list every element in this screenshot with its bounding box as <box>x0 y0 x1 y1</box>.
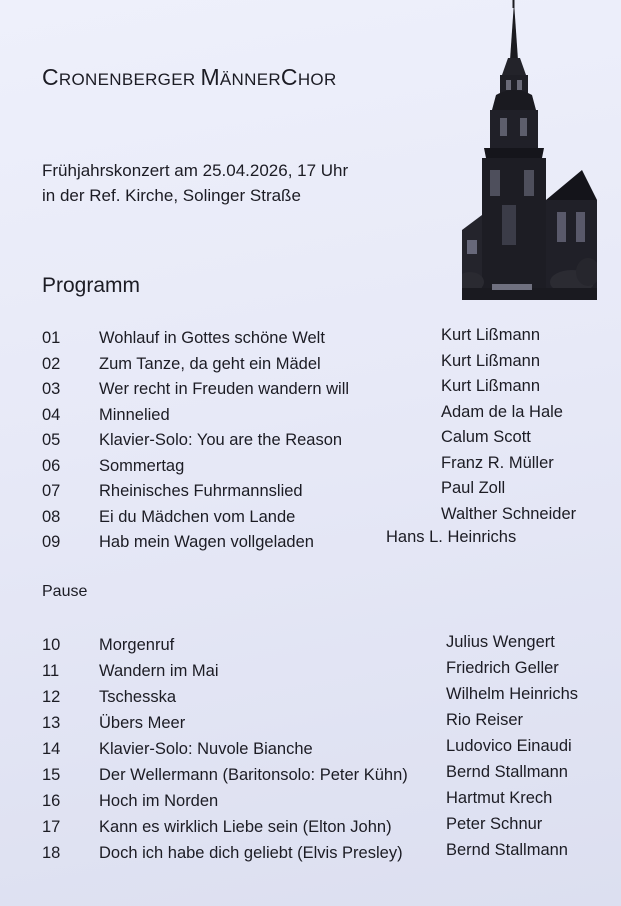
item-composer: Julius Wengert <box>446 633 555 651</box>
list-item <box>0 326 621 353</box>
item-title: Wohlauf in Gottes schöne Welt <box>99 329 325 347</box>
item-title: Tschesska <box>99 688 177 706</box>
item-composer: Bernd Stallmann <box>446 841 568 859</box>
item-title: Minnelied <box>99 405 170 424</box>
item-composer: Calum Scott <box>441 428 531 446</box>
list-item <box>0 351 621 379</box>
list-item <box>0 789 621 816</box>
item-composer: Friedrich Geller <box>446 659 559 677</box>
item-composer: Wilhelm Heinrichs <box>446 685 579 703</box>
list-item <box>0 428 621 455</box>
item-number: 03 <box>42 380 61 398</box>
item-number: 07 <box>42 482 61 500</box>
church-tower-icon <box>462 0 597 304</box>
list-item <box>0 841 621 868</box>
item-number: 15 <box>42 766 61 784</box>
item-title: Rheinisches Fuhrmannslied <box>99 482 303 500</box>
list-item <box>0 453 621 481</box>
item-title: Doch ich habe dich geliebt (Elvis Presley) <box>99 844 403 862</box>
item-title: Ei du Mädchen vom Lande <box>99 507 296 526</box>
concert-info <box>42 158 348 208</box>
item-composer: Kurt Lißmann <box>441 377 541 395</box>
list-item <box>0 659 621 686</box>
item-number: 13 <box>42 714 61 732</box>
item-number: 08 <box>42 507 61 526</box>
list-item <box>0 528 621 557</box>
choir-name: CRONENBERGER MÄNNERCHOR <box>42 64 337 90</box>
item-title: Klavier-Solo: Nuvole Bianche <box>99 740 313 758</box>
item-title: Klavier-Solo: You are the Reason <box>99 431 343 449</box>
item-composer: Rio Reiser <box>446 711 524 729</box>
item-number: 05 <box>42 431 61 449</box>
item-title: Übers Meer <box>99 714 186 732</box>
list-item <box>0 815 621 842</box>
program-heading: Programm <box>42 274 141 297</box>
list-item <box>0 402 621 430</box>
item-number: 17 <box>42 818 61 836</box>
concert-venue-line: in der Ref. Kirche, Solinger Straße <box>42 186 301 205</box>
item-number: 16 <box>42 792 61 810</box>
item-composer: Kurt Lißmann <box>441 351 541 370</box>
item-composer: Walther Schneider <box>441 504 577 523</box>
item-number: 14 <box>42 740 61 758</box>
item-composer: Hartmut Krech <box>446 789 553 807</box>
item-composer: Kurt Lißmann <box>441 326 541 344</box>
item-title: Kann es wirklich Liebe sein (Elton John) <box>99 818 392 836</box>
item-title: Der Wellermann (Baritonsolo: Peter Kühn) <box>99 766 408 784</box>
item-title: Hab mein Wagen vollgeladen <box>99 533 314 551</box>
item-number: 18 <box>42 844 61 862</box>
item-title: Wer recht in Freuden wandern will <box>99 380 350 398</box>
list-item <box>0 504 621 532</box>
list-item <box>0 711 621 738</box>
item-number: 10 <box>42 636 61 654</box>
item-number: 02 <box>42 354 61 373</box>
item-number: 01 <box>42 329 61 347</box>
item-composer: Adam de la Hale <box>441 402 563 421</box>
item-title: Sommertag <box>99 456 185 475</box>
item-title: Morgenruf <box>99 636 175 654</box>
item-composer: Paul Zoll <box>441 479 506 497</box>
item-composer: Bernd Stallmann <box>446 763 568 781</box>
item-number: 06 <box>42 456 61 475</box>
pause-label: Pause <box>42 583 88 600</box>
concert-date-line: Frühjahrskonzert am 25.04.2026, 17 Uhr <box>42 161 349 180</box>
item-title: Zum Tanze, da geht ein Mädel <box>99 354 321 373</box>
list-item <box>0 479 621 506</box>
item-title: Hoch im Norden <box>99 792 219 810</box>
item-number: 04 <box>42 405 61 424</box>
item-number: 11 <box>42 662 60 680</box>
item-number: 12 <box>42 688 61 706</box>
list-item <box>0 685 621 712</box>
list-item <box>0 377 621 404</box>
item-composer: Hans L. Heinrichs <box>386 528 517 546</box>
item-title: Wandern im Mai <box>99 662 219 680</box>
item-composer: Ludovico Einaudi <box>446 737 572 755</box>
list-item <box>0 763 621 790</box>
item-number: 09 <box>42 533 61 551</box>
list-item <box>0 737 621 764</box>
list-item <box>0 633 621 660</box>
item-composer: Peter Schnur <box>446 815 543 833</box>
item-composer: Franz R. Müller <box>441 453 554 472</box>
